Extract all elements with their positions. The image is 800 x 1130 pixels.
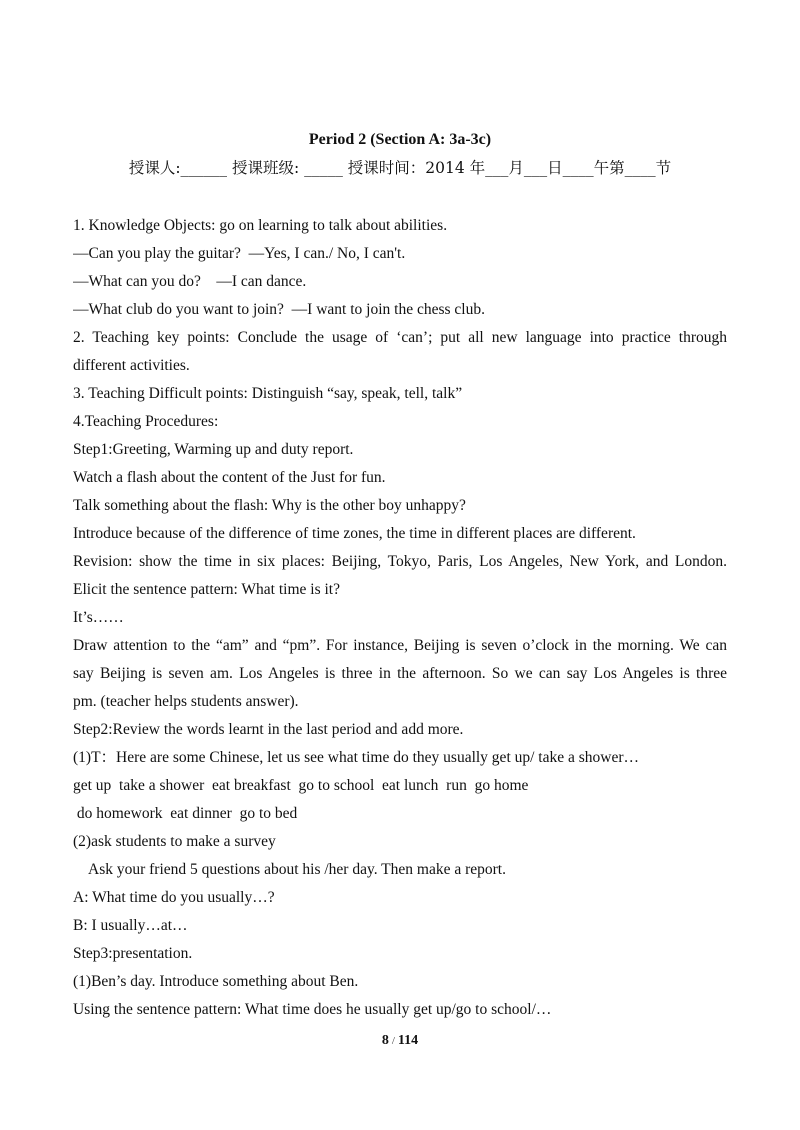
- text-line: Step3:presentation.: [73, 945, 193, 962]
- text-line: Step1:Greeting, Warming up and duty report.: [73, 441, 354, 458]
- text-line: 1. Knowledge Objects: go on learning to talk about abilities.: [73, 217, 448, 234]
- text-line: B: I usually…at…: [73, 917, 188, 934]
- page-footer: [0, 1031, 800, 1051]
- text-line: —Can you play the guitar? —Yes, I can./ No, I can't.: [73, 245, 406, 262]
- page-separator: /: [391, 1035, 395, 1047]
- text-line: 3. Teaching Difficult points: Distinguish “say, speak, tell, talk”: [73, 385, 463, 402]
- text-line: Watch a flash about the content of the Just for fun.: [73, 469, 386, 486]
- text-line: different activities.: [73, 357, 190, 374]
- total-pages-number: 114: [397, 1033, 419, 1048]
- text-line: Step2:Review the words learnt in the last period and add more.: [73, 721, 464, 738]
- text-line: Elicit the sentence pattern: What time is it?: [73, 581, 340, 598]
- text-line: (2)ask students to make a survey: [73, 833, 276, 850]
- text-line: —What can you do? —I can dance.: [73, 273, 307, 290]
- text-line: A: What time do you usually…?: [73, 889, 275, 906]
- text-line: It’s……: [73, 609, 124, 626]
- text-line: Introduce because of the difference of time zones, the time in different places are different.: [73, 525, 636, 542]
- text-line: (1)Ben’s day. Introduce something about Ben.: [73, 973, 359, 990]
- text-line: —What club do you want to join? —I want to join the chess club.: [73, 301, 485, 318]
- text-line: (1)T：Here are some Chinese, let us see what time do they usually get up/ take a shower…: [73, 749, 640, 766]
- text-line: Using the sentence pattern: What time does he usually get up/go to school/…: [73, 1001, 552, 1018]
- text-line: Draw attention to the “am” and “pm”. For instance, Beijing is seven o’clock in the morning. We can: [73, 637, 727, 654]
- lesson-body: [73, 212, 727, 1024]
- text-line: Ask your friend 5 questions about his /her day. Then make a report.: [88, 861, 506, 878]
- text-line: 4.Teaching Procedures:: [73, 413, 219, 430]
- text-line: Talk something about the flash: Why is the other boy unhappy?: [73, 497, 466, 514]
- text-line: say Beijing is seven am. Los Angeles is three in the afternoon. So we can say Los Angeles is three: [73, 665, 727, 682]
- page-title: Period 2 (Section A: 3a-3c): [308, 131, 492, 148]
- text-line: do homework eat dinner go to bed: [73, 805, 298, 822]
- text-line: pm. (teacher helps students answer).: [73, 693, 299, 710]
- text-line: get up take a shower eat breakfast go to school eat lunch run go home: [73, 777, 529, 794]
- text-line: 2. Teaching key points: Conclude the usage of ‘can’; put all new language into practice through: [73, 329, 727, 346]
- text-line: Revision: show the time in six places: Beijing, Tokyo, Paris, Los Angeles, New York, and London.: [73, 553, 727, 570]
- current-page-number: 8: [381, 1033, 389, 1048]
- lesson-info-line: 授课人:______ 授课班级: _____ 授课时间：2014 年___月___日____午第____节: [128, 159, 672, 177]
